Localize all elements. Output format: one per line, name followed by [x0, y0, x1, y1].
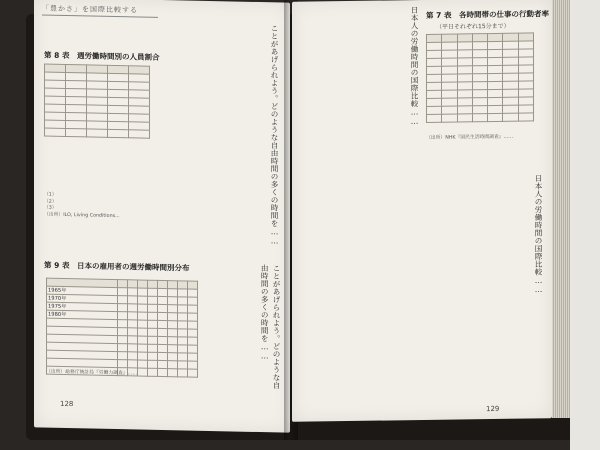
table9-cell	[118, 352, 128, 360]
table7-cell	[503, 73, 518, 81]
table9-cell	[138, 296, 148, 304]
table8-note: （2）	[44, 199, 57, 205]
table7-cell	[472, 106, 487, 114]
table7-cell	[472, 90, 487, 98]
table7-header-cell	[488, 33, 503, 41]
table7-cell	[457, 42, 472, 50]
table9-cell	[118, 320, 128, 328]
table9-cell	[187, 361, 197, 369]
table8-note: （1）	[44, 192, 57, 198]
table9-cell	[168, 353, 178, 361]
right-folio: 129	[486, 404, 500, 414]
table9-cell	[168, 345, 178, 353]
table7-cell	[503, 89, 518, 97]
table9-cell	[158, 352, 168, 360]
table7-cell	[503, 49, 518, 57]
table7-cell	[488, 65, 503, 73]
table7-header-cell	[518, 33, 533, 41]
table7-cell	[488, 73, 503, 81]
table7-cell	[472, 42, 487, 50]
table9-cell	[177, 289, 187, 297]
table9-cell	[138, 312, 148, 320]
table7-header-cell	[503, 33, 518, 41]
right-body-text-lower: 日本人の労働時間の国際比較……	[534, 174, 543, 295]
table9-cell	[118, 336, 128, 344]
table9-cell	[177, 305, 187, 313]
table7-cell	[427, 98, 442, 106]
table9-cell	[148, 352, 158, 360]
table9-notes	[46, 370, 137, 378]
table7-cell	[472, 98, 487, 106]
table9-cell	[187, 345, 197, 353]
table9-cell	[118, 296, 128, 304]
table9-cell	[168, 305, 178, 313]
table7-cell	[503, 81, 518, 89]
table9-cell	[187, 369, 197, 377]
table9-cell	[118, 288, 128, 296]
table9-cell	[128, 320, 138, 328]
table9-cell	[158, 336, 168, 344]
table7-cell	[427, 90, 442, 98]
table7-cell	[503, 65, 518, 73]
table9-cell	[148, 296, 158, 304]
table7-cell	[488, 57, 503, 65]
table9-cell	[148, 336, 158, 344]
table8-note: （3）	[44, 205, 57, 211]
table8-cell	[129, 130, 150, 138]
table7-cell	[457, 66, 472, 74]
table7-cell	[518, 97, 533, 105]
table9	[46, 278, 198, 378]
table7-cell	[472, 74, 487, 82]
table7-cell	[488, 49, 503, 57]
table7-cell	[442, 82, 457, 90]
table7-cell	[518, 105, 533, 113]
table7-cell	[457, 90, 472, 98]
table9-cell	[138, 336, 148, 344]
table9-cell	[187, 313, 197, 321]
table7-cell	[427, 42, 442, 50]
table9-cell	[148, 312, 158, 320]
table9-cell	[138, 320, 148, 328]
table7-cell	[503, 113, 518, 121]
table9-cell	[118, 360, 128, 368]
table7-cell	[457, 106, 472, 114]
table7-cell	[457, 74, 472, 82]
table9-header-cell	[148, 280, 158, 288]
table9-cell	[158, 328, 168, 336]
table7-cell	[518, 81, 533, 89]
table7-cell	[442, 106, 457, 114]
table9-cell	[128, 328, 138, 336]
table9-cell	[187, 289, 197, 297]
table7-cell	[488, 81, 503, 89]
table7-cell	[472, 114, 487, 122]
table8-row	[45, 128, 150, 138]
table7-cell	[518, 73, 533, 81]
left-body-text-lower: ことがあげられよう。どのような自由時間の多くの時間を……	[260, 264, 281, 390]
table9-cell: 1965年	[47, 286, 118, 295]
table7-header-cell	[472, 34, 487, 42]
table7-cell	[427, 74, 442, 82]
table9-cell	[148, 328, 158, 336]
table7-cell	[427, 58, 442, 66]
table7-cell	[442, 98, 457, 106]
table7-cell	[518, 113, 533, 121]
table7-cell	[427, 106, 442, 114]
table8-notes	[44, 193, 120, 221]
table9-cell	[118, 328, 128, 336]
table7-cell	[503, 105, 518, 113]
table9-cell: 1975年	[47, 302, 118, 311]
table9-cell	[158, 320, 168, 328]
table7-cell	[518, 89, 533, 97]
table9-cell: 1980年	[47, 310, 118, 319]
table9-header-cell	[138, 280, 148, 288]
table7-cell	[442, 50, 457, 58]
table9-header-cell	[118, 280, 128, 288]
table8-title: 第 8 表 週労働時間別の人員割合	[44, 50, 160, 62]
table9-cell	[158, 312, 168, 320]
left-folio: 128	[60, 399, 74, 409]
table9-cell	[138, 328, 148, 336]
left-page	[34, 0, 290, 433]
table9-cell	[177, 369, 187, 377]
table7-cell	[503, 41, 518, 49]
table9-cell	[128, 288, 138, 296]
table7	[426, 32, 534, 123]
table9-cell	[168, 369, 178, 377]
table7-cell	[442, 66, 457, 74]
table9-note: （出所）総務庁統計局『労働力調査』……	[46, 369, 138, 377]
right-page	[292, 0, 552, 422]
table7-cell	[457, 58, 472, 66]
table7-cell	[442, 90, 457, 98]
table9-cell	[177, 345, 187, 353]
table7-cell	[457, 98, 472, 106]
table7-cell	[457, 82, 472, 90]
table9-cell	[138, 368, 148, 376]
table7-header-cell	[442, 34, 457, 42]
table7-notes	[426, 135, 513, 143]
table9-cell	[177, 313, 187, 321]
table9-cell	[138, 352, 148, 360]
table9-cell	[118, 344, 128, 352]
table7-cell	[488, 97, 503, 105]
table9-cell	[128, 352, 138, 360]
table7-cell	[442, 58, 457, 66]
table9-header-cell	[128, 280, 138, 288]
table9-cell	[158, 288, 168, 296]
table7-cell	[442, 42, 457, 50]
table7-cell	[472, 82, 487, 90]
table9-cell	[148, 360, 158, 368]
table9-cell	[128, 344, 138, 352]
table7-cell	[427, 50, 442, 58]
table7-cell	[427, 114, 442, 122]
table9-cell	[128, 360, 138, 368]
table9-cell	[128, 304, 138, 312]
table9-cell	[118, 312, 128, 320]
table8-cell	[66, 128, 87, 136]
table7-cell	[518, 65, 533, 73]
table9-cell	[168, 313, 178, 321]
table7-cell	[488, 105, 503, 113]
table9-cell	[158, 344, 168, 352]
table9-cell	[128, 336, 138, 344]
table7-cell	[503, 97, 518, 105]
table9-header-cell	[168, 281, 178, 289]
table9-cell	[177, 297, 187, 305]
table9-cell	[187, 337, 197, 345]
table9-cell	[158, 296, 168, 304]
table9-header-cell	[158, 280, 168, 288]
table8	[44, 64, 150, 139]
table9-cell	[148, 304, 158, 312]
table7-cell	[488, 113, 503, 121]
left-running-head: 「豊かさ」を国際比較する	[42, 4, 138, 15]
table7-title: 第 7 表 各時間帯の仕事の行動者率	[426, 9, 549, 20]
table9-cell	[187, 305, 197, 313]
table9-cell	[138, 360, 148, 368]
table9-header-cell	[187, 281, 197, 289]
table9-cell	[118, 304, 128, 312]
table7-subtitle: （平日それぞれ15分まで）	[436, 22, 510, 31]
table9-cell	[158, 368, 168, 376]
table8-cell	[45, 128, 66, 136]
table9-cell: 1970年	[47, 294, 118, 303]
table7-row	[427, 113, 534, 122]
table9-cell	[138, 344, 148, 352]
table9-cell	[187, 329, 197, 337]
backdrop-surface	[570, 0, 600, 450]
table7-cell	[472, 50, 487, 58]
table9-cell	[138, 288, 148, 296]
table8-cell	[108, 129, 129, 137]
table7-header-cell	[427, 34, 442, 42]
table9-cell	[187, 297, 197, 305]
table7-cell	[442, 74, 457, 82]
table9-title: 第 9 表 日本の雇用者の週労働時間別分布	[44, 260, 190, 273]
table9-cell	[148, 344, 158, 352]
table9-cell	[177, 329, 187, 337]
table7-cell	[457, 50, 472, 58]
left-body-text-upper: ことがあげられよう。どのような自由時間の多くの時間を……	[270, 24, 279, 246]
table9-cell	[168, 297, 178, 305]
table9-cell	[148, 368, 158, 376]
table9-cell	[168, 337, 178, 345]
table7-cell	[427, 66, 442, 74]
table7-cell	[503, 57, 518, 65]
table9-cell	[187, 353, 197, 361]
table7-cell	[488, 41, 503, 49]
table9-header-cell	[177, 281, 187, 289]
table9-cell	[128, 296, 138, 304]
right-body-text-upper: 日本人の労働時間の国際比較……	[410, 6, 419, 126]
table9-cell	[168, 321, 178, 329]
table7-note: （出所）NHK『国民生活時間調査』……	[426, 134, 514, 141]
table9-cell	[158, 360, 168, 368]
table9-cell	[187, 321, 197, 329]
table7-cell	[518, 41, 533, 49]
table7-header-cell	[457, 34, 472, 42]
table9-cell	[177, 361, 187, 369]
table9-cell	[148, 320, 158, 328]
table7-cell	[518, 49, 533, 57]
table8-note: （出所）ILO, Living Conditions...	[44, 212, 120, 219]
table9-cell	[138, 304, 148, 312]
table7-cell	[457, 114, 472, 122]
table7-cell	[427, 82, 442, 90]
table9-cell	[168, 361, 178, 369]
table7-cell	[488, 89, 503, 97]
table9-cell	[168, 329, 178, 337]
table9-cell	[158, 304, 168, 312]
table9-cell	[148, 288, 158, 296]
left-head-rule	[42, 14, 158, 17]
table9-cell	[177, 337, 187, 345]
table8-cell	[87, 129, 108, 137]
table7-cell	[518, 57, 533, 65]
table9-cell	[168, 289, 178, 297]
table9-cell	[177, 353, 187, 361]
table9-cell	[177, 321, 187, 329]
page-edges	[552, 0, 570, 418]
table7-cell	[472, 58, 487, 66]
table7-cell	[472, 66, 487, 74]
table9-cell	[128, 312, 138, 320]
table7-cell	[442, 114, 457, 122]
